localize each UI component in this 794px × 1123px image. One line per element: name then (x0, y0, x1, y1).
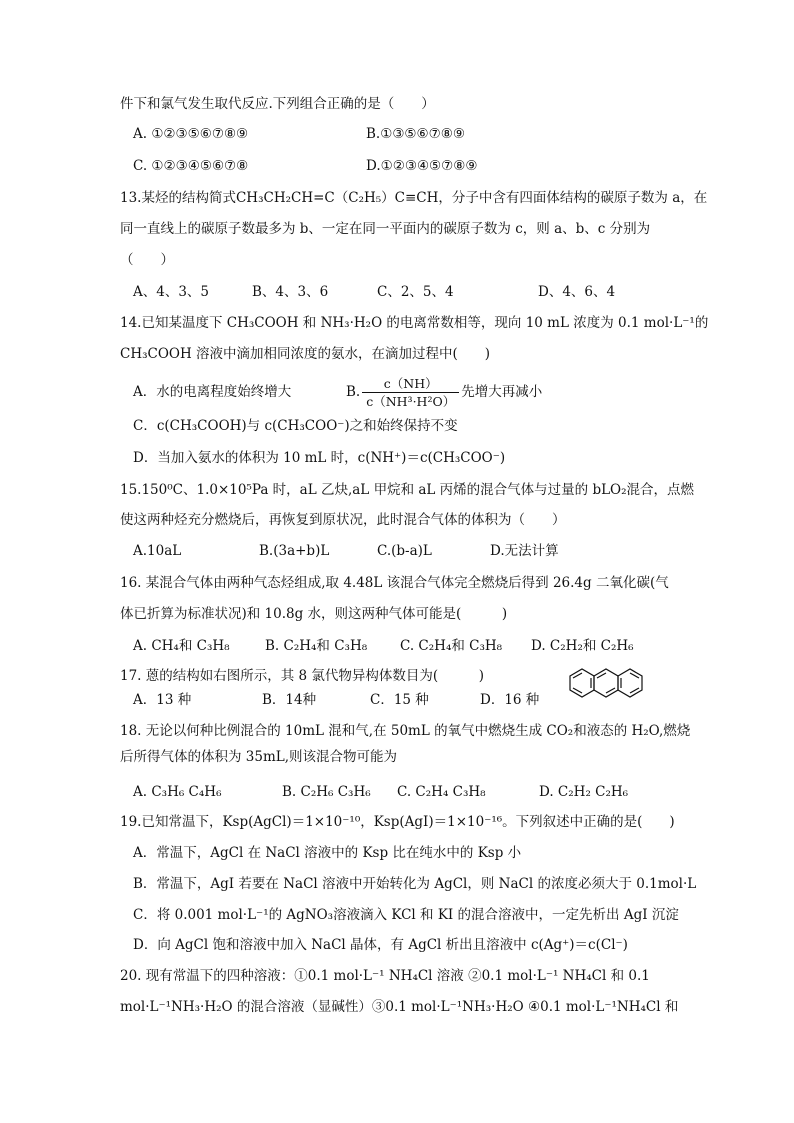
q15-stem-line2: 使这两种烃充分燃烧后，再恢复到原状况，此时混合气体的体积为（ ） (120, 512, 566, 528)
q19-option-d: D．向 AgCl 饱和溶液中加入 NaCl 晶体，有 AgCl 析出且溶液中 c(Ag⁺)＝c(Cl⁻) (133, 937, 628, 953)
q16-option-a: A. CH₄和 C₃H₈ (133, 638, 230, 654)
q18-option-c: C. C₂H₄ C₃H₈ (397, 784, 486, 800)
q12-stem-tail: 件下和氯气发生取代反应.下列组合正确的是（ ） (120, 96, 435, 112)
q17-stem: 17. 蒽的结构如右图所示，其 8 氯代物异构体数目为( ) (120, 668, 484, 684)
q19-option-a: A．常温下，AgCl 在 NaCl 溶液中的 Ksp 比在纯水中的 Ksp 小 (133, 845, 522, 861)
q18-option-d: D. C₂H₂ C₂H₆ (539, 784, 629, 800)
q13-option-c: C、2、5、4 (377, 284, 454, 300)
q16-stem-line1: 16. 某混合气体由两种气态烃组成,取 4.48L 该混合气体完全燃烧后得到 26.4g 二氧化碳(气 (120, 575, 669, 591)
q14-stem-line1: 14.已知某温度下 CH₃COOH 和 NH₃·H₂O 的电离常数相等，现向 10 mL 浓度为 0.1 mol·L⁻¹的 (120, 315, 709, 331)
q14-option-b-label: B. (346, 384, 361, 400)
q12-option-c: C. ①②③④⑤⑥⑦⑧ (133, 158, 249, 174)
q17-option-a: A．13 种 (133, 692, 192, 708)
q14-option-c: C．c(CH₃COOH)与 c(CH₃COO⁻)之和始终保持不变 (133, 418, 458, 434)
q16-option-b: B. C₂H₄和 C₃H₈ (265, 638, 368, 654)
q17-option-d: D．16 种 (480, 692, 540, 708)
q14-stem-line2: CH₃COOH 溶液中滴加相同浓度的氨水，在滴加过程中( ) (120, 346, 491, 362)
q13-stem-line2: 同一直线上的碳原子数最多为 b、一定在同一平面内的碳原子数为 c，则 a、b、c 分别为 (120, 221, 651, 237)
q18-stem-line1: 18. 无论以何种比例混合的 10mL 混和气,在 50mL 的氧气中燃烧生成 CO₂和液态的 H₂O,燃烧 (120, 723, 691, 739)
q17-option-b: B．14种 (262, 692, 317, 708)
q19-stem: 19.已知常温下，Ksp(AgCl)＝1×10⁻¹⁰，Ksp(AgI)＝1×10⁻¹⁶。下列叙述中正确的是( ) (120, 814, 675, 830)
q12-option-b: B.①③⑤⑥⑦⑧⑨ (366, 126, 465, 142)
q12-option-d: D.①②③④⑤⑦⑧⑨ (366, 158, 478, 174)
q15-stem-line1: 15.150⁰C、1.0×10⁵Pa 时，aL 乙炔,aL 甲烷和 aL 丙烯的混合气体与过量的 bLO₂混合，点燃 (120, 482, 695, 498)
q13-option-b: B、4、3、6 (252, 284, 329, 300)
q19-option-c: C．将 0.001 mol·L⁻¹的 AgNO₃溶液滴入 KCl 和 KI 的混合溶液中，一定先析出 AgI 沉淀 (133, 907, 679, 923)
fraction (362, 376, 459, 409)
q17-option-c: C．15 种 (370, 692, 429, 708)
fraction-numerator: c（NH） (383, 376, 438, 391)
anthracene-structure-diagram (568, 666, 644, 700)
q16-option-c: C. C₂H₄和 C₃H₈ (400, 638, 503, 654)
q16-option-d: D. C₂H₂和 C₂H₆ (531, 638, 634, 654)
q14-option-a: A．水的电离程度始终增大 (133, 384, 292, 400)
q12-option-a: A. ①②③⑤⑥⑦⑧⑨ (133, 126, 249, 142)
q15-option-a: A.10aL (133, 543, 182, 559)
q18-option-b: B. C₂H₆ C₃H₆ (282, 784, 371, 800)
fraction-denominator: c（NH³·H²O） (362, 392, 459, 409)
q13-stem-line1: 13.某烃的结构简式CH₃CH₂CH=C（C₂H₅）C≡CH，分子中含有四面体结构的碳原子数为 a，在 (120, 190, 708, 206)
q15-option-d: D.无法计算 (490, 543, 559, 559)
q15-option-c: C.(b-a)L (377, 543, 432, 559)
q14-option-d: D．当加入氨水的体积为 10 mL 时，c(NH⁺)＝c(CH₃COO⁻) (133, 450, 506, 466)
q18-option-a: A. C₃H₆ C₄H₆ (133, 784, 222, 800)
q16-stem-line2: 体已折算为标准状况)和 10.8g 水，则这两种气体可能是( ) (120, 606, 508, 622)
q15-option-b: B.(3a+b)L (259, 543, 330, 559)
q20-stem-line2: mol·L⁻¹NH₃·H₂O 的混合溶液（显碱性）③0.1 mol·L⁻¹NH₃·H₂O ④0.1 mol·L⁻¹NH₄Cl 和 (120, 999, 679, 1015)
q19-option-b: B．常温下，AgI 若要在 NaCl 溶液中开始转化为 AgCl，则 NaCl 的浓度必须大于 0.1mol·L (133, 876, 697, 892)
q14-option-b-text: 先增大再减小 (461, 384, 543, 400)
q13-option-a: A、4、3、5 (133, 284, 210, 300)
q14-option-b (346, 369, 542, 415)
q13-stem-line3: （ ） (120, 252, 174, 268)
q18-stem-line2: 后所得气体的体积为 35mL,则该混合物可能为 (120, 749, 398, 765)
q13-option-d: D、4、6、4 (538, 284, 616, 300)
q20-stem-line1: 20. 现有常温下的四种溶液：①0.1 mol·L⁻¹ NH₄Cl 溶液 ②0.1 mol·L⁻¹ NH₄Cl 和 0.1 (120, 968, 650, 984)
